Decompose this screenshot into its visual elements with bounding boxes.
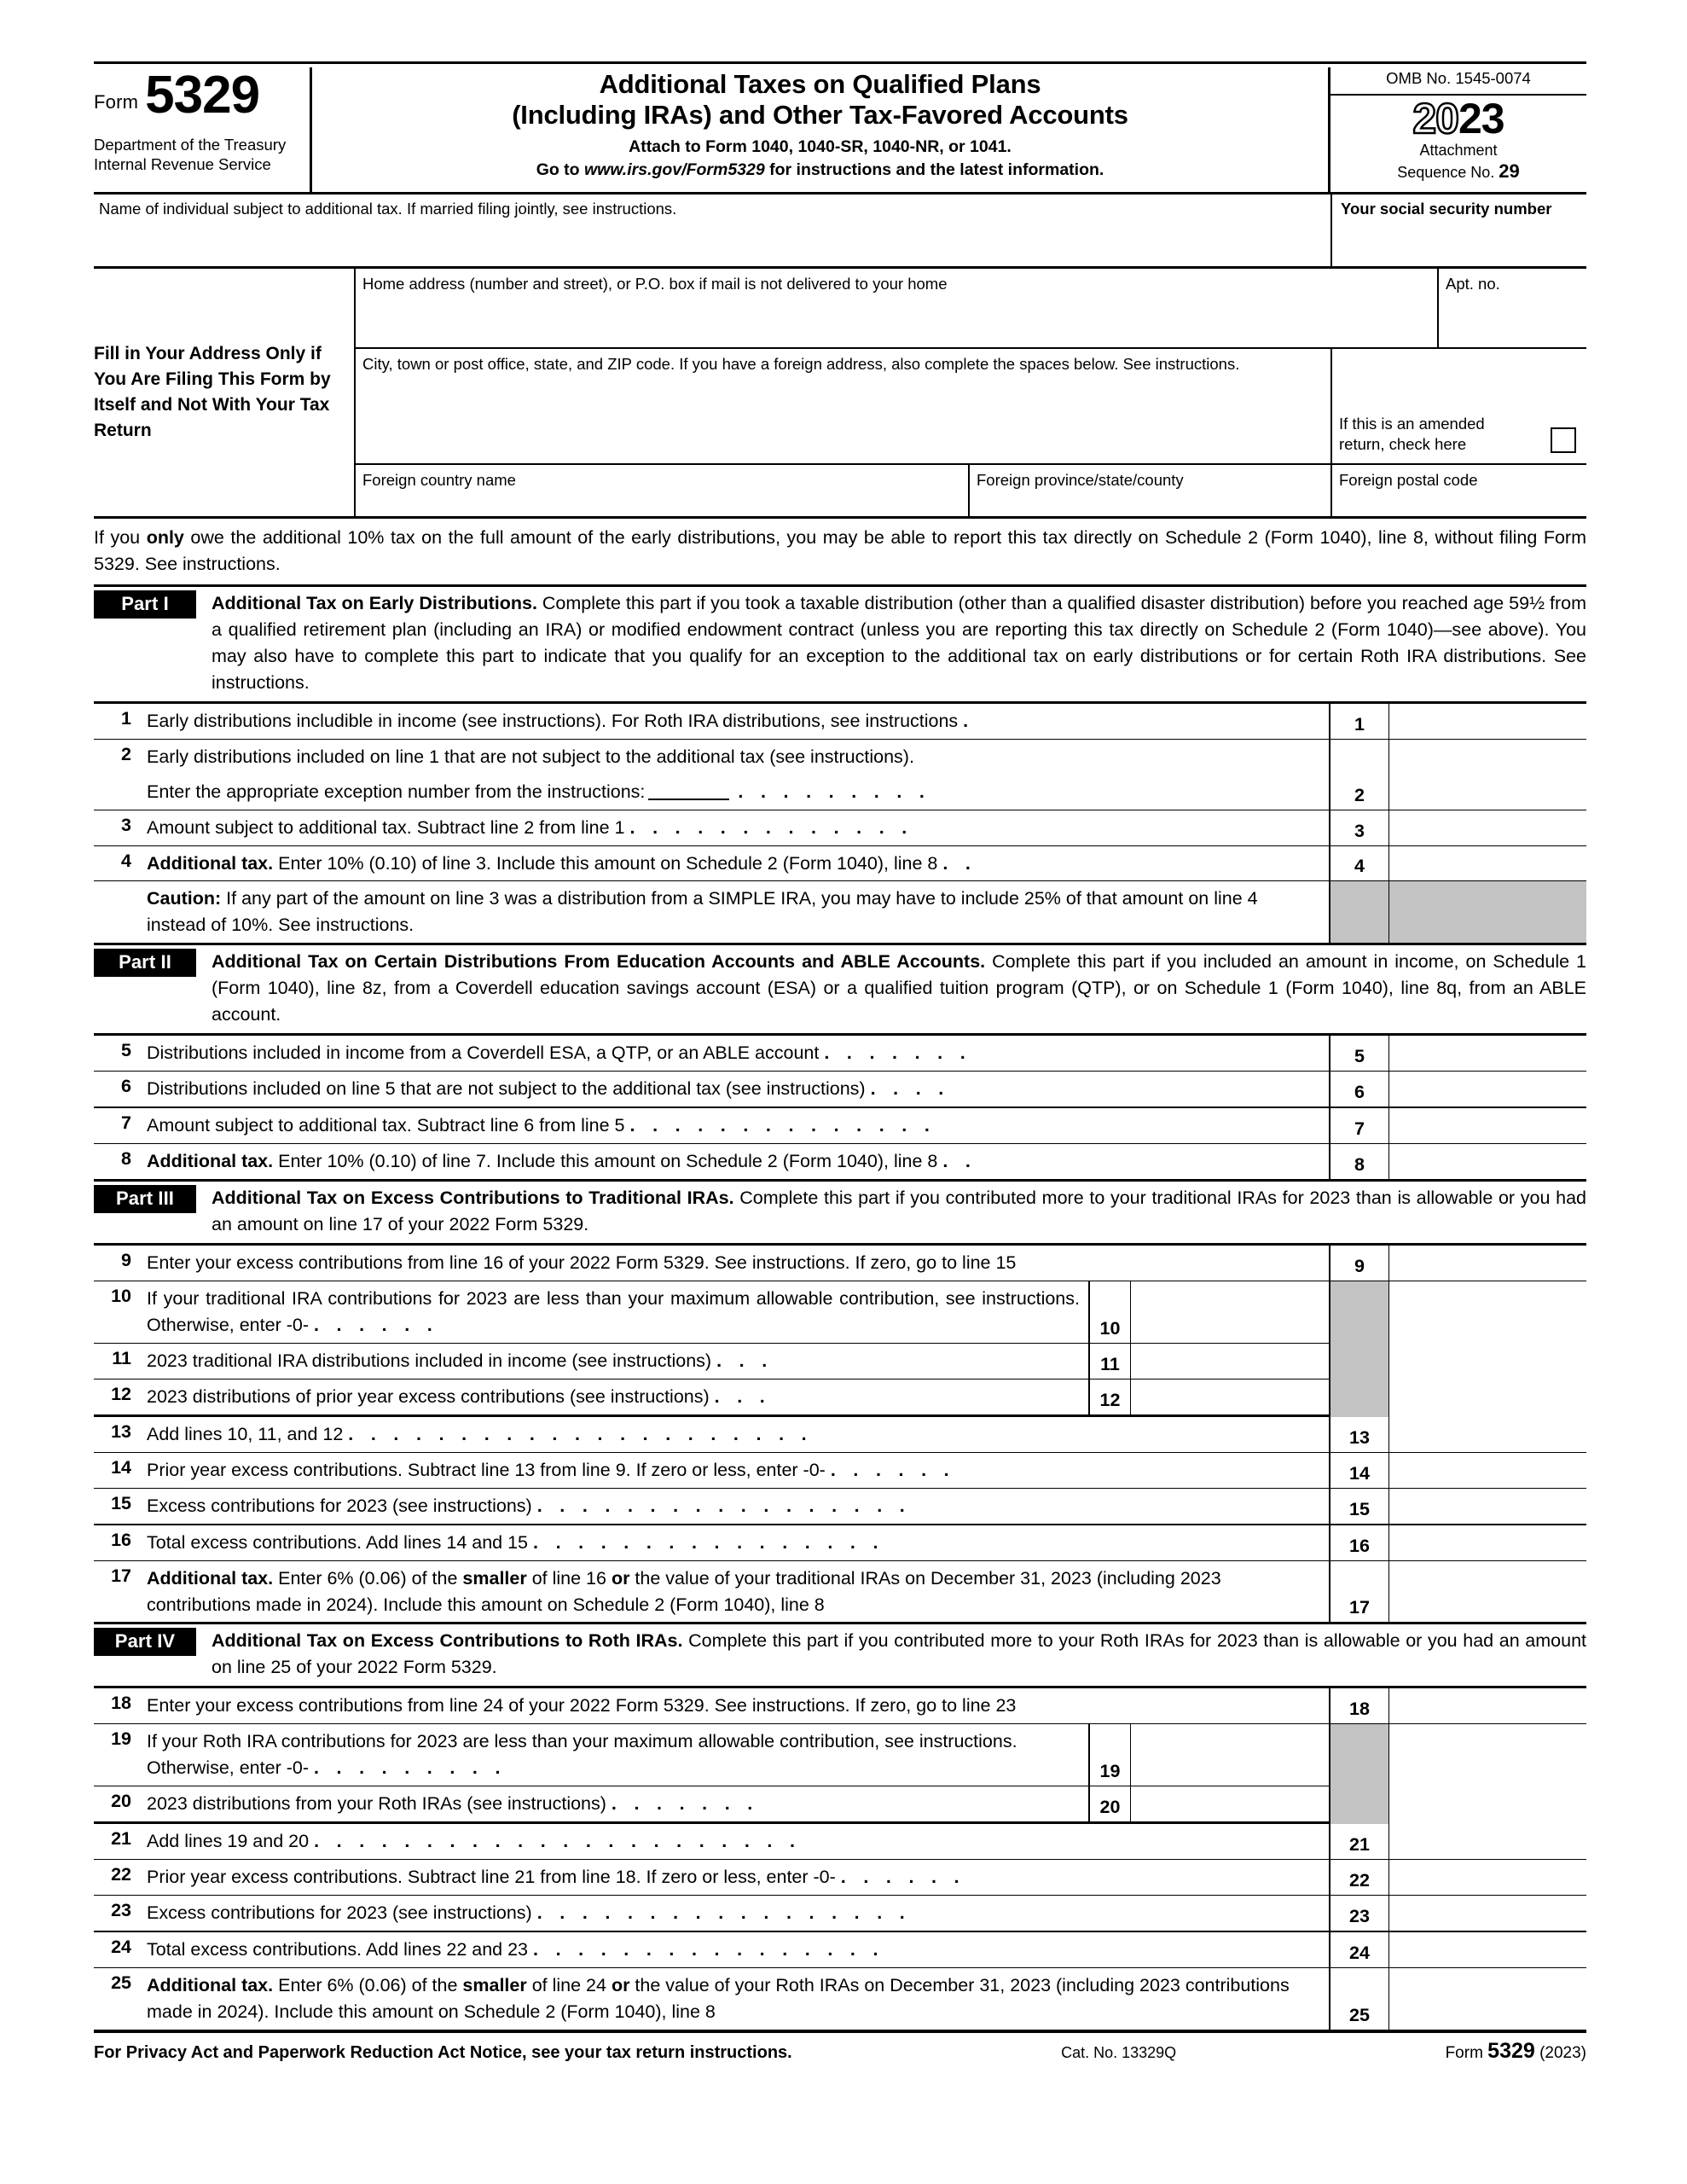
sequence-label: Sequence No.	[1397, 163, 1499, 181]
intro-pre: If you	[94, 527, 147, 548]
line-21-text	[147, 1824, 1329, 1859]
attachment-label: Attachment	[1419, 142, 1498, 159]
part3-description	[212, 1185, 1586, 1238]
line-3-amount[interactable]	[1388, 810, 1586, 845]
table-row	[94, 1453, 1586, 1488]
line-14-text	[147, 1453, 1329, 1488]
line-15-leader: . . . . . . . . . . . . . . . . .	[536, 1495, 912, 1516]
footer-form-id	[1446, 2039, 1586, 2064]
caution-text	[147, 881, 1329, 943]
line-14-label: Prior year excess contributions. Subtract line 13 from line 9. If zero or less, enter -0-	[147, 1459, 826, 1480]
line-7-amount[interactable]	[1388, 1108, 1586, 1143]
line-10-label: If your traditional IRA contributions for 2023 are less than your maximum allowable contribution, see instructions. Otherwise, enter -0-	[147, 1287, 1080, 1335]
line-13-text	[147, 1417, 1329, 1452]
line-23-number: 23	[111, 1900, 131, 1921]
line-20-number: 20	[111, 1791, 131, 1812]
line-23-label: Excess contributions for 2023 (see instructions)	[147, 1902, 532, 1924]
part3-heading: Additional Tax on Excess Contributions to Traditional IRAs.	[212, 1188, 734, 1209]
attachment-sequence	[1330, 142, 1586, 183]
line-17-label2: of line 16	[526, 1567, 612, 1589]
caution-label: If any part of the amount on line 3 was a distribution from a SIMPLE IRA, you may have to include 25% of that amount on line 4 instead of 10%. See instructions.	[147, 888, 1258, 936]
attach-to-label: Attach to Form 1040, 1040-SR, 1040-NR, or 1041.	[629, 136, 1012, 156]
line-6-leader: . . . .	[870, 1078, 950, 1100]
table-row	[94, 1561, 1586, 1623]
city-amended-row	[356, 349, 1586, 463]
line-11-leader: . . .	[716, 1350, 774, 1371]
page-title-line1: Additional Taxes on Qualified Plans	[599, 69, 1041, 99]
line-19-label: If your Roth IRA contributions for 2023 are less than your maximum allowable contribution, see instructions. Otherwise, enter -0-	[147, 1731, 1017, 1779]
privacy-notice: For Privacy Act and Paperwork Reduction Act Notice, see your tax return instructions.	[94, 2042, 792, 2062]
line-24-amount[interactable]	[1388, 1932, 1586, 1967]
table-row	[94, 1344, 1329, 1379]
line-22-leader: . . . . . .	[840, 1867, 965, 1888]
line-5-marker: 5	[1329, 1036, 1388, 1071]
amended-return-checkbox[interactable]	[1551, 427, 1576, 453]
line-25-marker: 25	[1329, 1968, 1388, 2030]
lines-10-12-shaded-marker	[1329, 1281, 1388, 1417]
line-14-amount[interactable]	[1388, 1453, 1586, 1488]
line-3-marker: 3	[1329, 810, 1388, 845]
catalog-number: Cat. No. 13329Q	[1061, 2043, 1177, 2061]
line-11-label: 2023 traditional IRA distributions included in income (see instructions)	[147, 1350, 712, 1371]
line-17-bold: Additional tax.	[147, 1567, 274, 1589]
line-25-number: 25	[111, 1972, 131, 1993]
line-13-amount[interactable]	[1388, 1417, 1586, 1452]
sequence-number: 29	[1499, 160, 1520, 182]
line-17-number: 17	[111, 1565, 131, 1586]
line-12-number: 12	[111, 1383, 131, 1404]
line-24-number: 24	[111, 1937, 131, 1958]
foreign-postal-label: Foreign postal code	[1339, 471, 1478, 489]
table-row	[94, 1072, 1586, 1107]
line-25-bold2: smaller	[462, 1974, 527, 1995]
line-22-text	[147, 1860, 1329, 1895]
lines-10-12-outer-cell	[1388, 1281, 1586, 1417]
tax-year	[1330, 97, 1586, 140]
line-14-leader: . . . . . .	[830, 1459, 955, 1480]
line-13-number: 13	[111, 1420, 131, 1442]
part3-badge: Part III	[94, 1185, 196, 1213]
line-23-text	[147, 1896, 1329, 1931]
line-1-text	[147, 704, 1329, 739]
line-3-text	[147, 810, 1329, 845]
lines-19-20-shaded-marker	[1329, 1724, 1388, 1824]
line-20-label: 2023 distributions from your Roth IRAs (see instructions)	[147, 1793, 606, 1815]
city-state-zip-cell[interactable]	[356, 349, 1330, 463]
line-8-number: 8	[121, 1148, 131, 1170]
line-22-label: Prior year excess contributions. Subtract line 21 from line 18. If zero or less, enter -0-	[147, 1867, 836, 1888]
line-13-marker: 13	[1329, 1417, 1388, 1452]
line-1-marker: 1	[1329, 704, 1388, 739]
lines-19-20-group	[94, 1724, 1586, 1824]
line-20-marker: 20	[1088, 1786, 1131, 1821]
part3-body: Complete this part if you contributed more to your traditional IRAs for 2023 than is allowable or you had an amount on line 17 of your 2022 Form 5329.	[212, 1188, 1586, 1235]
intro-post: owe the additional 10% tax on the full amount of the early distributions, you may be able to report this tax directly on Schedule 2 (Form 1040), line 8, without filing Form 5329. See instructions.	[94, 527, 1587, 574]
caution-shaded-cell	[1388, 881, 1586, 943]
line-17-label3: the value of your traditional IRAs on December 31, 2023 (including 2023 contributions made in 2024). Include this amount on Schedule 2 (Form 1040), line 8	[147, 1567, 1221, 1615]
line-9-marker: 9	[1329, 1246, 1388, 1281]
intro-emphasis: only	[146, 527, 184, 548]
line-8-text	[147, 1144, 1329, 1179]
line-13-label: Add lines 10, 11, and 12	[147, 1423, 344, 1444]
line-4-marker: 4	[1329, 846, 1388, 881]
line-6-marker: 6	[1329, 1072, 1388, 1107]
line-19-text	[147, 1724, 1088, 1786]
line-22-marker: 22	[1329, 1860, 1388, 1895]
line-25-amount[interactable]	[1388, 1968, 1586, 2030]
line-3-number: 3	[121, 814, 131, 835]
part2-header	[94, 945, 1586, 1033]
table-row	[94, 1281, 1329, 1343]
part4-heading: Additional Tax on Excess Contributions to Roth IRAs.	[212, 1630, 683, 1652]
caution-bold: Caution:	[147, 888, 222, 909]
line-6-number: 6	[121, 1076, 131, 1097]
line-3-label: Amount subject to additional tax. Subtract line 2 from line 1	[147, 816, 625, 838]
table-row	[94, 1932, 1586, 1967]
line-20-leader: . . . . . . .	[611, 1793, 759, 1815]
footer-form-word: Form	[1445, 2043, 1488, 2062]
home-address-label: Home address (number and street), or P.O. box if mail is not delivered to your home	[362, 275, 948, 293]
part2-heading: Additional Tax on Certain Distributions From Education Accounts and ABLE Accounts.	[212, 951, 986, 973]
line-4-bold: Additional tax.	[147, 852, 274, 874]
line-4-label: Enter 10% (0.10) of line 3. Include this amount on Schedule 2 (Form 1040), line 8	[273, 852, 938, 874]
line-16-amount[interactable]	[1388, 1525, 1586, 1560]
apt-number-cell[interactable]	[1437, 269, 1586, 347]
table-row	[94, 1380, 1329, 1414]
goto-suffix: for instructions and the latest information.	[764, 160, 1104, 179]
line-17-marker: 17	[1329, 1561, 1388, 1623]
part1-badge: Part I	[94, 590, 196, 619]
line-17-label1: Enter 6% (0.06) of the	[273, 1567, 463, 1589]
lines-10-12-group	[94, 1281, 1586, 1417]
line-19-amount[interactable]	[1131, 1724, 1329, 1786]
table-row	[94, 1036, 1586, 1071]
line-15-label: Excess contributions for 2023 (see instructions)	[147, 1495, 532, 1516]
line-12-marker: 12	[1088, 1380, 1131, 1414]
lines-19-20-outer-cell	[1388, 1724, 1586, 1824]
line-18-text: Enter your excess contributions from line 24 of your 2022 Form 5329. See instructions. If zero, go to line 23	[147, 1695, 1017, 1716]
line-2-label-a: Early distributions included on line 1 that are not subject to the additional tax (see instructions).	[147, 746, 914, 767]
line-7-label: Amount subject to additional tax. Subtract line 6 from line 5	[147, 1115, 625, 1136]
line-25-bold: Additional tax.	[147, 1974, 274, 1995]
line-5-amount[interactable]	[1388, 1036, 1586, 1071]
line-3-leader: . . . . . . . . . . . . .	[629, 816, 913, 838]
line-25-text	[147, 1968, 1329, 2030]
line-16-label: Total excess contributions. Add lines 14 and 15	[147, 1531, 529, 1553]
part1-description	[212, 590, 1586, 696]
line-10-marker: 10	[1088, 1281, 1131, 1343]
page-title-line2: (Including IRAs) and Other Tax-Favored Accounts	[512, 100, 1128, 131]
line-17-amount[interactable]	[1388, 1561, 1586, 1623]
part3-header	[94, 1182, 1586, 1243]
line-12-text	[147, 1380, 1088, 1414]
part1-heading: Additional Tax on Early Distributions.	[212, 592, 537, 613]
line-6-amount[interactable]	[1388, 1072, 1586, 1107]
line-2-textgroup	[94, 740, 1329, 810]
table-row	[94, 1108, 1586, 1143]
table-row	[94, 1417, 1586, 1452]
foreign-country-cell[interactable]	[356, 465, 968, 516]
part2-badge: Part II	[94, 949, 196, 977]
line-18-amount[interactable]	[1388, 1688, 1586, 1723]
line-23-leader: . . . . . . . . . . . . . . . . .	[536, 1902, 912, 1924]
line-2-exception-label: Enter the appropriate exception number from the instructions:	[147, 781, 646, 802]
line-21-label: Add lines 19 and 20	[147, 1831, 310, 1852]
line-6-label: Distributions included on line 5 that are not subject to the additional tax (see instructions)	[147, 1078, 866, 1100]
form-identity-block	[94, 64, 310, 192]
amended-return-label	[1339, 414, 1485, 455]
table-row	[94, 810, 1586, 845]
tax-year-block	[1330, 94, 1586, 192]
line-24-marker: 24	[1329, 1932, 1388, 1967]
goto-url-line	[324, 160, 1316, 180]
line-15-amount[interactable]	[1388, 1489, 1586, 1524]
line-22-amount[interactable]	[1388, 1860, 1586, 1895]
line-11-marker: 11	[1088, 1344, 1131, 1379]
line-12-label: 2023 distributions of prior year excess contributions (see instructions)	[147, 1385, 710, 1407]
line-21-number: 21	[111, 1828, 131, 1850]
line-8-bold: Additional tax.	[147, 1151, 274, 1172]
line-20-amount[interactable]	[1131, 1786, 1329, 1821]
name-field-cell[interactable]	[94, 195, 1330, 266]
part4-badge: Part IV	[94, 1628, 196, 1656]
line-16-number: 16	[111, 1529, 131, 1550]
line-19-marker: 19	[1088, 1724, 1131, 1786]
line-8-marker: 8	[1329, 1144, 1388, 1179]
amended-return-cell[interactable]	[1330, 349, 1586, 463]
line-23-amount[interactable]	[1388, 1896, 1586, 1931]
address-instruction-label: Fill in Your Address Only if You Are Filing This Form by Itself and Not With Your Tax Return	[94, 344, 331, 440]
line-13-leader: . . . . . . . . . . . . . . . . . . . . .	[348, 1423, 813, 1444]
line-21-marker: 21	[1329, 1824, 1388, 1859]
line-17-text	[147, 1561, 1329, 1623]
foreign-address-row	[356, 465, 1586, 516]
part4-description	[212, 1628, 1586, 1681]
line-5-text	[147, 1036, 1329, 1071]
line-10-leader: . . . . . .	[313, 1314, 439, 1335]
line-25-label1: Enter 6% (0.06) of the	[273, 1974, 463, 1995]
line-16-marker: 16	[1329, 1525, 1388, 1560]
line-2-rowa	[94, 740, 1329, 775]
form-number-line	[94, 64, 303, 125]
line-23-marker: 23	[1329, 1896, 1388, 1931]
line-9-text: Enter your excess contributions from line 16 of your 2022 Form 5329. See instructions. If zero, go to line 15	[147, 1252, 1017, 1273]
table-row	[94, 1246, 1586, 1281]
line-18-number: 18	[111, 1693, 131, 1714]
line-19-leader: . . . . . . . . .	[313, 1757, 507, 1779]
address-block	[94, 269, 1586, 516]
line-8-label: Enter 10% (0.10) of line 7. Include this amount on Schedule 2 (Form 1040), line 8	[273, 1151, 938, 1172]
city-state-zip-label: City, town or post office, state, and ZIP code. If you have a foreign address, also complete the spaces below. See instructions.	[362, 355, 1240, 373]
line-11-amount[interactable]	[1131, 1344, 1329, 1379]
line-16-text	[147, 1525, 1329, 1560]
caution-shaded-marker	[1329, 881, 1388, 943]
address-fields	[354, 269, 1586, 516]
omb-number: OMB No. 1545-0074	[1386, 69, 1531, 87]
line-5-number: 5	[121, 1040, 131, 1061]
line-21-leader: . . . . . . . . . . . . . . . . . . . . . .	[314, 1831, 802, 1852]
line-15-marker: 15	[1329, 1489, 1388, 1524]
line-7-leader: . . . . . . . . . . . . . .	[629, 1115, 936, 1136]
agency-label: Internal Revenue Service	[94, 155, 271, 174]
line-8-leader: . .	[942, 1151, 977, 1172]
line-1-amount[interactable]	[1388, 704, 1586, 739]
department-label: Department of the Treasury	[94, 135, 287, 154]
table-row	[94, 1489, 1586, 1524]
part1-body: Complete this part if you took a taxable distribution (other than a qualified disaster distribution) before you reached age 59½ from a qualified retirement plan (including an IRA) or modified endowment contract (unless you are reporting this tax directly on Schedule 2 (Form 1040)—see above). You may also have to complete this part to indicate that you qualify for an exception to the additional tax on early distributions or for certain Roth IRA distributions. See instructions.	[212, 592, 1586, 693]
caution-row	[94, 881, 1586, 943]
line-16-leader: . . . . . . . . . . . . . . . .	[533, 1531, 884, 1553]
line-18-marker: 18	[1329, 1688, 1388, 1723]
line-12-amount[interactable]	[1131, 1380, 1329, 1414]
form-number: 5329	[145, 66, 260, 125]
name-field-label: Name of individual subject to additional tax. If married filing jointly, see instructions.	[99, 200, 677, 218]
line-4-text	[147, 846, 1329, 881]
lines-19-20-inner	[94, 1724, 1329, 1824]
line-14-marker: 14	[1329, 1453, 1388, 1488]
line-22-number: 22	[111, 1864, 131, 1885]
line-7-marker: 7	[1329, 1108, 1388, 1143]
line-14-number: 14	[111, 1456, 131, 1478]
amended-label-line1: If this is an amended	[1339, 414, 1485, 433]
line-25-label2: of line 24	[526, 1974, 612, 1995]
line-1-leader: .	[963, 710, 975, 731]
line-9-number: 9	[121, 1249, 131, 1270]
line-7-number: 7	[121, 1112, 131, 1134]
line-11-text	[147, 1344, 1088, 1379]
home-address-cell[interactable]	[356, 269, 1437, 347]
table-row	[94, 1968, 1586, 2030]
table-row	[94, 740, 1586, 810]
tax-year-digits: 23	[1458, 95, 1504, 142]
table-row	[94, 1144, 1586, 1179]
line-25-bold3: or	[611, 1974, 630, 1995]
line-2-marker: 2	[1329, 740, 1388, 810]
omb-block	[1330, 64, 1586, 192]
table-row	[94, 1688, 1586, 1723]
line-1-label: Early distributions includible in income (see instructions). For Roth IRA distributions, see instructions	[147, 710, 959, 731]
irs-url[interactable]: www.irs.gov/Form5329	[584, 160, 765, 179]
table-row	[94, 1824, 1586, 1859]
form-word-label: Form	[94, 90, 139, 113]
line-15-text	[147, 1489, 1329, 1524]
table-row	[94, 704, 1586, 739]
table-row	[94, 1724, 1329, 1786]
line-19-number: 19	[111, 1728, 131, 1750]
caution-spacer	[94, 881, 147, 943]
intro-paragraph	[94, 519, 1586, 584]
line-5-label: Distributions included in income from a Coverdell ESA, a QTP, or an ABLE account	[147, 1043, 820, 1064]
apt-number-label: Apt. no.	[1446, 275, 1500, 293]
footer-form-number: 5329	[1487, 2038, 1535, 2063]
part1-header	[94, 587, 1586, 701]
table-row	[94, 1525, 1586, 1560]
footer-form-year: (2023)	[1534, 2043, 1586, 2062]
line-12-leader: . . .	[714, 1385, 772, 1407]
line-8-amount[interactable]	[1388, 1144, 1586, 1179]
form-sheet	[94, 61, 1586, 2064]
line-10-amount[interactable]	[1131, 1281, 1329, 1343]
line-2-leader: . . . . . . . . .	[738, 781, 931, 802]
line-2-number: 2	[121, 743, 131, 764]
table-row	[94, 1860, 1586, 1895]
line-11-number: 11	[112, 1347, 131, 1368]
line-15-number: 15	[111, 1492, 131, 1513]
line-4-amount[interactable]	[1388, 846, 1586, 881]
line-25-label3: the value of your Roth IRAs on December 31, 2023 (including 2023 contributions made in 2024). Include this amount on Schedule 2 (Form 1040), line 8	[147, 1974, 1290, 2022]
ssn-field-cell[interactable]	[1330, 195, 1586, 266]
foreign-province-cell[interactable]	[968, 465, 1330, 516]
masthead	[94, 64, 1586, 192]
line-24-leader: . . . . . . . . . . . . . . . .	[533, 1939, 884, 1960]
address-instruction-cell	[94, 269, 354, 516]
part4-header	[94, 1624, 1586, 1686]
line-20-text	[147, 1786, 1088, 1821]
part2-description	[212, 949, 1586, 1028]
table-row	[94, 1786, 1329, 1821]
part4-body: Complete this part if you contributed more to your Roth IRAs for 2023 than is allowable or you had an amount on line 25 of your 2022 Form 5329.	[212, 1630, 1586, 1678]
name-ssn-row	[94, 195, 1586, 266]
line-21-amount[interactable]	[1388, 1824, 1586, 1859]
line-6-text	[147, 1072, 1329, 1107]
home-address-row	[356, 269, 1586, 347]
line-2-amount[interactable]	[1388, 740, 1586, 810]
line-17-bold3: or	[611, 1567, 630, 1589]
ssn-field-label: Your social security number	[1341, 200, 1552, 218]
line-4-number: 4	[121, 850, 131, 871]
form-title-block	[312, 64, 1328, 192]
line-10-number: 10	[111, 1285, 131, 1306]
foreign-province-label: Foreign province/state/county	[977, 471, 1184, 489]
goto-prefix: Go to	[536, 160, 585, 179]
line-5-leader: . . . . . . .	[824, 1043, 972, 1064]
line-2-rowb	[94, 775, 1329, 810]
agency-block	[94, 135, 303, 175]
line-9-amount[interactable]	[1388, 1246, 1586, 1281]
line-2-spacer	[94, 775, 147, 810]
line-24-text	[147, 1932, 1329, 1967]
table-row	[94, 1896, 1586, 1931]
tax-year-century: 20	[1412, 95, 1458, 142]
line-17-bold2: smaller	[462, 1567, 527, 1589]
line-10-text	[147, 1281, 1088, 1343]
line-2-label-b	[147, 775, 1329, 810]
exception-number-input[interactable]	[648, 784, 729, 800]
table-row	[94, 846, 1586, 881]
line-7-text	[147, 1108, 1329, 1143]
part2-body: Complete this part if you included an amount in income, on Schedule 1 (Form 1040), line 8z, from a Coverdell education savings account (ESA) or a qualified tuition program (QTP), or on Schedule 1 (Form 1040), line 8q, from an ABLE account.	[212, 951, 1586, 1025]
lines-10-12-inner	[94, 1281, 1329, 1417]
foreign-postal-cell[interactable]	[1330, 465, 1586, 516]
line-4-leader: . .	[942, 852, 977, 874]
foreign-country-label: Foreign country name	[362, 471, 516, 489]
line-1-number: 1	[121, 707, 131, 729]
page-footer	[94, 2033, 1586, 2064]
amended-label-line2: return, check here	[1339, 434, 1467, 453]
line-24-label: Total excess contributions. Add lines 22 and 23	[147, 1939, 529, 1960]
